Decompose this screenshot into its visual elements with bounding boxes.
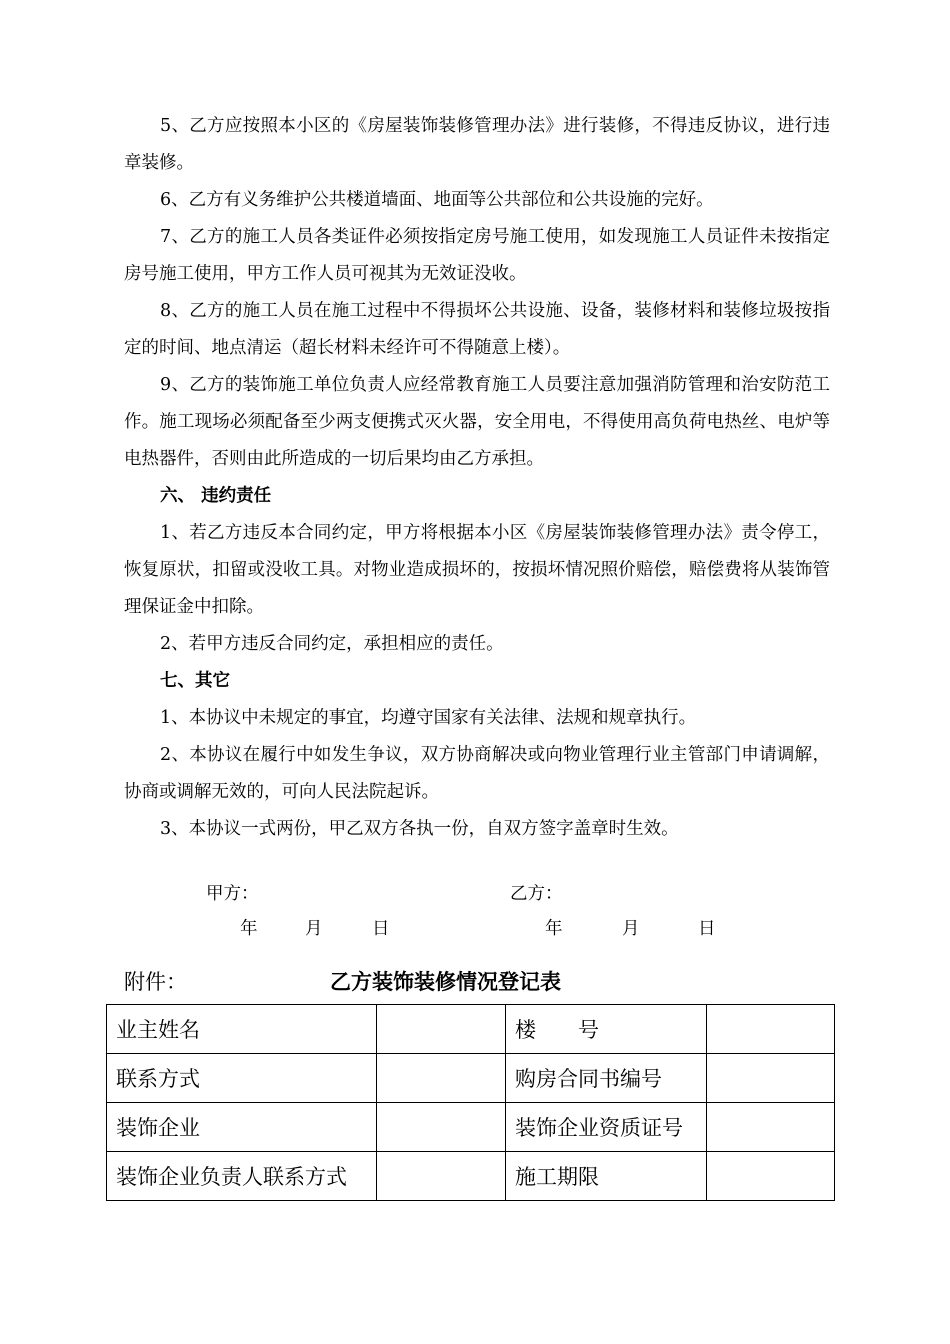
party-a-month: 月 [305, 919, 323, 939]
attachment-title: 乙方装饰装修情况登记表 [330, 969, 561, 994]
table-cell-label: 购房合同书编号 [506, 1054, 707, 1103]
table-cell-value[interactable] [377, 1152, 506, 1201]
table-row [107, 1152, 835, 1201]
registration-table [106, 1004, 835, 1201]
table-cell-label: 业主姓名 [107, 1005, 377, 1054]
table-cell-value[interactable] [707, 1152, 835, 1201]
table-row [107, 1005, 835, 1054]
clause-7: 7、乙方的施工人员各类证件必须按指定房号施工使用，如发现施工人员证件未按指定房号施工使用，甲方工作人员可视其为无效证没收。 [124, 227, 830, 284]
table-cell-value[interactable] [707, 1103, 835, 1152]
section-6-heading: 六、 违约责任 [160, 486, 272, 506]
party-b-label: 乙方： [510, 884, 563, 904]
table-row [107, 1103, 835, 1152]
table-cell-label: 装饰企业资质证号 [506, 1103, 707, 1152]
party-b-month: 月 [622, 919, 640, 939]
table-cell-label: 施工期限 [506, 1152, 707, 1201]
attachment-label: 附件： [124, 970, 187, 994]
clause-6: 6、乙方有义务维护公共楼道墙面、地面等公共部位和公共设施的完好。 [160, 190, 714, 210]
clause-8: 8、乙方的施工人员在施工过程中不得损坏公共设施、设备，装修材料和装修垃圾按指定的时间、地点清运（超长材料未经许可不得随意上楼）。 [124, 301, 830, 358]
party-a-day: 日 [372, 919, 390, 939]
clause-5: 5、乙方应按照本小区的《房屋装饰装修管理办法》进行装修，不得违反协议，进行违章装修。 [124, 116, 830, 173]
section-7-item-1: 1、本协议中未规定的事宜，均遵守国家有关法律、法规和规章执行。 [160, 708, 697, 728]
table-cell-label: 楼 号 [506, 1005, 707, 1054]
table-row [107, 1054, 835, 1103]
table-cell-value[interactable] [377, 1103, 506, 1152]
table-cell-value[interactable] [377, 1005, 506, 1054]
section-6-item-1: 1、若乙方违反本合同约定，甲方将根据本小区《房屋装饰装修管理办法》责令停工，恢复原状，扣留或没收工具。对物业造成损坏的，按损坏情况照价赔偿，赔偿费将从装饰管理保证金中扣除。 [124, 523, 830, 617]
table-cell-label: 装饰企业负责人联系方式 [107, 1152, 377, 1201]
party-a-year: 年 [240, 919, 258, 939]
section-7-item-2: 2、本协议在履行中如发生争议，双方协商解决或向物业管理行业主管部门申请调解，协商或调解无效的，可向人民法院起诉。 [124, 745, 830, 802]
section-6-item-2: 2、若甲方违反合同约定，承担相应的责任。 [160, 634, 504, 654]
party-b-year: 年 [545, 919, 563, 939]
table-cell-label: 装饰企业 [107, 1103, 377, 1152]
section-7-item-3: 3、本协议一式两份，甲乙双方各执一份，自双方签字盖章时生效。 [160, 819, 679, 839]
table-cell-value[interactable] [377, 1054, 506, 1103]
table-cell-label: 联系方式 [107, 1054, 377, 1103]
table-cell-value[interactable] [707, 1054, 835, 1103]
party-b-day: 日 [698, 919, 716, 939]
table-cell-value[interactable] [707, 1005, 835, 1054]
clause-9: 9、乙方的装饰施工单位负责人应经常教育施工人员要注意加强消防管理和治安防范工作。施工现场必须配备至少两支便携式灭火器，安全用电，不得使用高负荷电热丝、电炉等电热器件，否则由此所造成的一切后果均由乙方承担。 [124, 375, 830, 469]
section-7-heading: 七、其它 [160, 671, 230, 691]
party-a-label: 甲方： [206, 884, 259, 904]
